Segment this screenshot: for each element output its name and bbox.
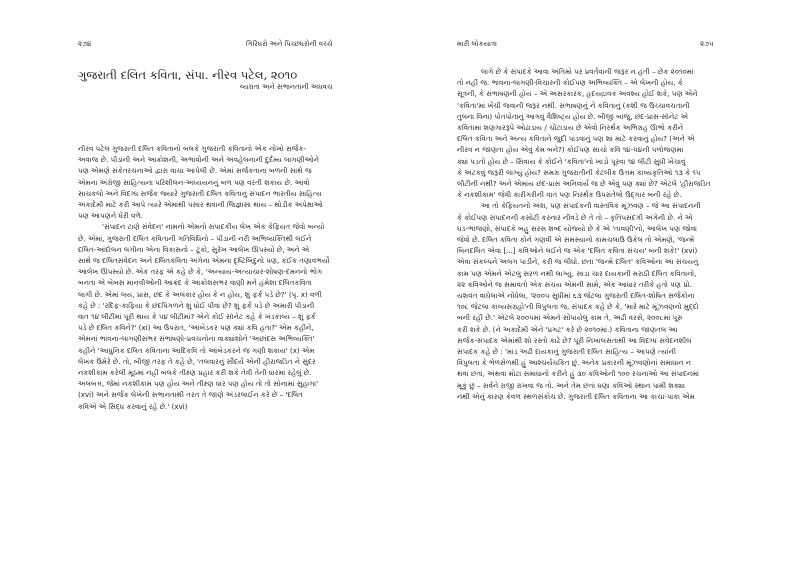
text-line: નીરવ ન જાણતા હોય એવું કેમ બને?) કોઈપણ સાચો કવિ ૧૪-૫૪ની પળોજણમાં: [457, 145, 684, 155]
text-line: કહીને 'આધુનિક દલિત કવિતાના આદિકવિ તો આંબેડકરને જ ગણી શકાય' (x) એમ: [78, 345, 315, 355]
text-line: લાગે છે કે સંપાદકે આવા અંતિમો પર પ્રવર્તવાની જરૂર ન હતી – છેક ૨૦૧૦માં: [481, 67, 694, 76]
text-line: બની રહી છે.' એટલે ૨૦૦૫માં એમને સોંપાયેલું કામ તે, અઢી વરસે, ૨૦૦૮માં પૂરું: [457, 313, 683, 323]
text-line: બિનદલિત એવા [...] કવિઓને લઈને જ એક 'દલિત કવિતા સંચય' બની શકે!' (xvi): [457, 246, 698, 256]
text-line: કે કોઈપણ સંપાદનની કસોટી કરનાર નીવડે છે તે તો – કૃતિપસંદગી અંગેની છે. ને એ: [457, 212, 693, 222]
text-line: સૂત્રની, કે સંભાષણની હોય – એ અસરકારક, હૃદયદ્રાવક અવશ્ય હોઈ શકે, પણ એને: [457, 89, 698, 99]
text-line: કવિએ એ સિદ્ધ કરવાનું રહે છે.' (xvi): [78, 401, 188, 411]
text-line: યશવંત વાઘેલાએ નોંધેલા, '૨૦૦૫ સુધીમાં ૬૩ જેટલા ગુજરાતી દલિત-શોષિત સર્જકોના: [457, 291, 695, 301]
paragraph: [78, 221, 340, 411]
text-line: ૨૨ કવિઓને જ સમાવતો એક સંચય એમની સામે, એક આધાર તરીકે હતો પણ પ્રો.: [457, 279, 692, 289]
text-line: અકાદેમી માટે કરી આપે ત્યારે એમાંથી પસાર થવાની જિજ્ઞાસા થાય – થોડીક અપેક્ષાઓ: [78, 200, 323, 210]
text-line: સાચકલો અને વિદગ્ધ સર્જક જ્યારે ગુજરાતી દલિત કવિતાનું સંપાદન ભારતીય સાહિત્ય: [78, 188, 322, 198]
text-line: એવા સંકલ્પને અલગ પાડીને, કરી જ લીધો. છતાં 'જન્મે દલિત' કવિઓના આ સંચયનું: [457, 257, 699, 267]
body-text: [457, 66, 719, 402]
text-line: છે. એમાં, ગુજરાતી દલિત કવિતાની ગતિવિધિનો – પીડાની નરી અભિવ્યક્તિથી લઈને: [78, 233, 312, 243]
text-line: વિપુલતા કે ભેળસેળથી હું આશ્ચર્યચકિત છું. અનેક પ્રકારની મૂંઝવણોનાં સમાધાન ન: [457, 358, 692, 368]
text-line: એમનાં ભાવના-લાગણીસભર સંભાષણો-પ્રવચનોના વાક્યાંશોને 'અછાંદસ અભિવ્યક્તિ': [78, 334, 315, 344]
paragraph: [78, 143, 340, 221]
text-line: પણ એમણે સંકેતરચનાઓ દ્વારા વાચા આપેલી છે. એમાં સર્જકતાના બળની સાથે જ: [78, 166, 312, 176]
text-line: કરી શકે છે. (ને અકાદેમી એને 'પ્રગટ' કરે છે ૨૦૧૦માં.) કવિતાના જાણતલ આ: [457, 324, 678, 334]
text-line: વાત ૧૪ લીટીમાં પૂરી થાય કે ૫૪ લીટીમાં? એને કોઈ સૉનેટ કહે કે ખંડકાવ્ય – શું ફર્ક: [78, 312, 316, 322]
text-line: નીરવ પટેલ ગુજરાતી દલિત કવિતાનો બલકે ગુજરાતી કવિતાનો એક નોખો સર્જક-: [78, 144, 307, 153]
paragraph: [457, 200, 719, 402]
text-line: પણ આપણને ઘેરી વળે.: [78, 211, 144, 221]
text-line: લેખક ઉમેરે છે. તો, બીજી તરફ તે કહે છે, 'તલવારનું સૌંદર્ય એની હીરાજડિત ને સુંદર: [78, 356, 316, 366]
text-line: તુલના વિના) પોતપોતાનું આગવું વૈશિષ્ટ્ય હોય છે. બીજી બાજુ, છંદ-પ્રાસ-સૉનેટ એ: [457, 111, 689, 121]
text-line: આલેખ ઊપસ્યો છે. એક તરફ એ કહે છે કે, 'અન્યાય-અત્યાચાર-શોષણ-દમનનો ભોગ: [78, 267, 323, 277]
text-line: 'કવિતા'માં ખેંચી જવાની જરૂર નથી. સંભાષણનું ને કવિતાનું (કશી જ ઉચ્ચાવચતાની: [457, 100, 690, 110]
text-line: આ તો કેફિયતનો અંશ, પણ સંપાદકની વાસ્તવિક મૂંઝવણ – જે આ સંપાદનની: [481, 201, 701, 211]
text-line: સર્જક-સંપાદક એમાંથી શો રસ્તો કાઢે છે? પૂરી નિખાલસતાથી આ વિદગ્ધ સંવેદનશીલ: [457, 335, 692, 345]
text-line: મૂકું છું – સર્વને રાજી રાખવા જ તો. અને તેમ છતાં ઘણા કવિઓ સ્થાન પામી શક્યા: [457, 380, 685, 390]
page-number: ૨૭૫: [700, 40, 714, 48]
text-line: દલિત કવિતા અને અન્ય કવિતાને જુદી પાડવાનું પણ શા માટે કરવાનું હોય? (અને એ: [457, 134, 695, 144]
text-line: સંપાદક કહે છે : 'માંડ અઢી દાયકાનું ગુજરાતી દલિત સાહિત્ય – આપણે ત્યાંની: [457, 347, 676, 357]
page-number: ૨૭૪: [78, 40, 92, 48]
paragraph: [457, 66, 719, 200]
body-text: [78, 143, 340, 412]
text-line: નકશીકામ કરેલી મૂઠમાં નહીં બલકે તીક્ષ્ણ પ્રહાર કરી શકે તેવી તેની ધારમાં રહેલું છે.: [78, 368, 312, 378]
text-line: સાથે જ દલિતસંવેદન અને દલિતકવિતા અંગેના એમના દૃષ્ટિબિંદુનો પણ, કંઈક તણાવભર્યો: [78, 256, 330, 266]
text-line: અલબત્ત, જેમાં નકશીકામ પણ હોય અને તીક્ષ્ણ ધાર પણ હોય તો તો સોનામાં સુહાગા': [78, 379, 319, 389]
running-title: ગિરિધરો અને પિચ્છધરોની વચ્ચે: [246, 40, 333, 48]
text-line: નથી એનું કારણ કેવળ સ્થળસંકોચ છે. ગુજરાતી દલિત કવિતાના આ કાચા-પાકા એમ: [457, 391, 695, 401]
text-line: બનતા એ બેબસ માનવીઓની આક્રંદ કે આક્રોશસભર વાણી મને હંમેશા દલિતકવિતા: [78, 278, 312, 288]
text-line: કે અટકવું જરૂરી લાગ્યું હોય? સમગ્ર ગુજરાતીની કેટલીક ઉત્તમ કાવ્યકૃતિઓ ૧૩ કે ૧૫: [457, 167, 701, 177]
running-title: મારી લોકયાત્રા: [457, 40, 497, 48]
right-page: [400, 0, 800, 566]
text-line: કવિતામાં શણગારરૂપે ઓઢાડાય / ચોંટાડાય છે એવો નિરર્થક અભિગ્રહ ઊભો કરીને: [457, 123, 684, 133]
text-line: 'સંપાદન ટાણે સંવેદન' નામનો એમનો સંપાદકીય લેખ એક કેફિયત જેવો બન્યો: [102, 222, 325, 232]
text-line: ૧૦૮ જેટલા કાવ્યસંગ્રહો'ની વિપુલતા જ, સંપાદક કહે છે કે, 'મારે માટે મૂંઝવણનો મુદ્દો: [457, 302, 699, 312]
text-line: જેવો છે. દલિત કવિતા કોને ગણવી એ સમસ્યાનો કામચલાઉ ઉકેલ તો એમણે, 'જન્મે: [457, 235, 695, 245]
text-line: કે નકશીકામ' જેવી કારીગરીની વાત પણ નિરર્થક ઉપરાંતેલો ઉદ્‌ગાર બની રહે છે.: [457, 190, 682, 200]
text-line: તો નહીં જ. ભાવના-લાગણી-વિચારની કોઈપણ અભિવ્યક્તિ – એ લેખની હોય, કે: [457, 78, 683, 88]
text-line: ક્યાં પડતો હોય છે – સિવાય કે કોઈને 'કવિતા'નો ખાડો પૂરવા ૧૪ લીટી સુધી ખેંચાવું: [457, 156, 686, 166]
text-line: લીટીની નથી? અને એમાંય છંદ-પ્રાસ અનિવાર્ય જ છે એવું પણ ક્યાં છે? એટલે 'હીરાજડિત: [457, 179, 711, 189]
text-line: કામ પણ એમને એટલું સરળ નથી લાગ્યું. સાડા ચાર દાયકાની મરાઠી દલિત કવિતાનો,: [457, 268, 697, 278]
text-line: (xvi) અને સર્જક લેખેની સભાનતાથી તરત તે જાણે અંડરલાઈન કરે છે – 'દલિત: [78, 390, 303, 400]
text-line: ઘડ-ભાંજણો, સંપાદકે બહુ સરસ શબ્દ યોજ્યો છે કે એ 'તાવણી'નો, આલેખ પણ જોવા: [457, 223, 698, 233]
text-line: લાગી છે. એમાં લય, પ્રાસ, છંદ કે અલંકાર હોય કે ન હોય, શું ફર્ક પડે છે?' (પૃ. x) વળી: [78, 289, 322, 299]
text-line: પડે છે દલિત કવિને?' (xi) આ ઉપરાંત, 'આંબેડકર પણ ક્યાં કવિ હતા?' એમ કહીને,: [78, 323, 314, 333]
text-line: થવા છતાં, અથવા મોટાં સમાધાનો કરીને હું ૩૦ કવિઓની ૧૦૦ રચનાઓ આ સંપાદનમાં: [457, 369, 700, 379]
article-title: ગુજરાતી દલિત કવિતા, સંપા. નીરવ પટેલ, ૨૦૧૦: [78, 68, 298, 82]
text-line: દલિત-આંદોલન લગીના એના વિકાસનો – ટૂંકો, સુરેખ આલેખ ઊપસ્યો છે, અને એ: [78, 244, 310, 254]
text-line: અવાજ છે. પીડાની અને આક્રોશની, અભાવોની અને અવહેલનાની દુર્દમ્ય લાગણીઓને: [78, 155, 319, 165]
text-line: કહે છે : 'રદિફ-કાફિયા કે છંદપિંગળને શું ધોઈ પીવાં છે? શું ફર્ક પડે છે અમારી પીડાની: [78, 300, 315, 310]
article-subtitle: વ્યગ્રતા અને સભાનતાની અધવચ: [240, 83, 333, 91]
text-line: એમના અંગ્રેજી સાહિત્યના પરિશીલન-અધ્યયનનું બળ પણ વરતી શકાય છે. આવો: [78, 177, 310, 187]
